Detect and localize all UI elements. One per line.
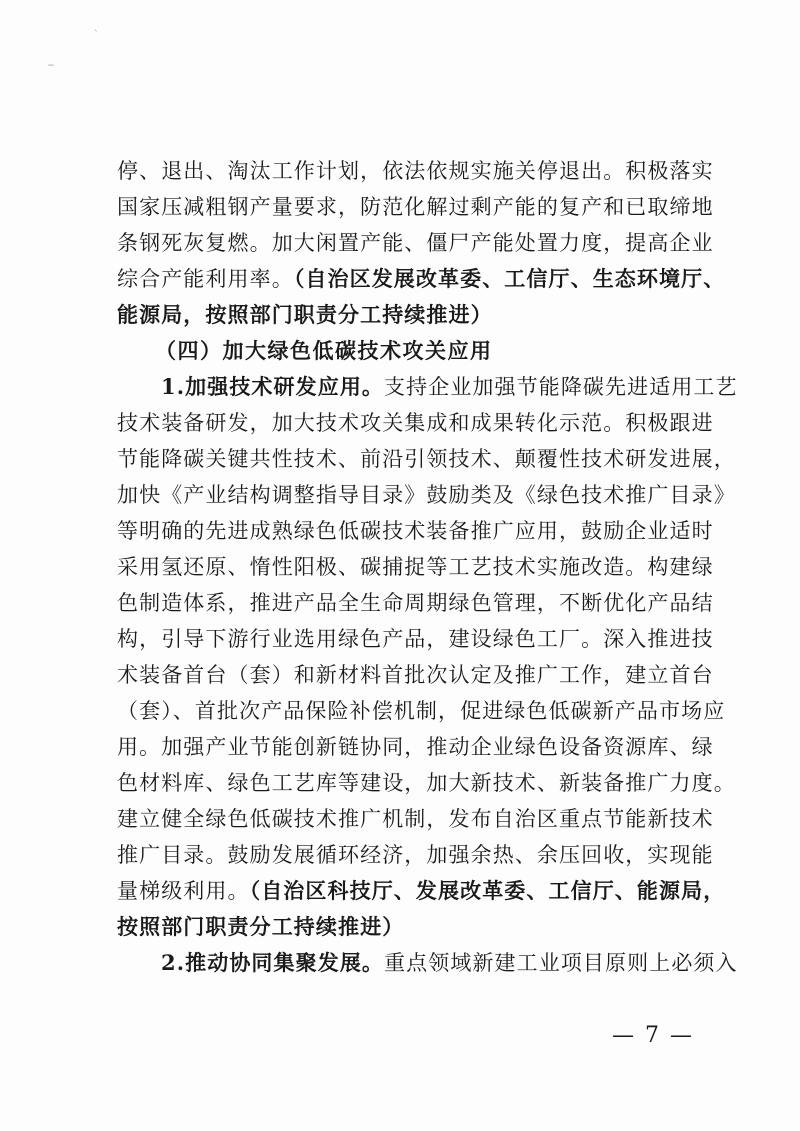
section-heading: （四）加大绿色低碳技术攻关应用 <box>155 338 493 363</box>
paragraph-line: 等明确的先进成熟绿色低碳技术装备推广应用，鼓励企业适时 <box>117 519 714 543</box>
responsible-departments: 按照部门职责分工持续推进） <box>117 914 405 939</box>
paragraph-line: 色制造体系，推进产品全生命周期绿色管理，不断优化产品结 <box>117 591 714 615</box>
paragraph-line: 条钢死灰复燃。加大闲置产能、僵尸产能处置力度，提高企业 <box>117 231 714 255</box>
scan-mark: ` <box>94 30 99 40</box>
paragraph-text: 重点领域新建工业项目原则上必须入 <box>384 951 738 975</box>
item-title: 2.推动协同集聚发展。 <box>161 950 385 975</box>
paragraph-line: 技术装备研发，加大技术攻关集成和成果转化示范。积极跟进 <box>117 411 714 435</box>
paragraph-line: 节能降碳关键共性技术、前沿引领技术、颠覆性技术研发进展， <box>117 447 736 471</box>
paragraph-line: 国家压减粗钢产量要求，防范化解过剩产能的复产和已取缔地 <box>117 195 714 219</box>
paragraph-line: 用。加强产业节能创新链协同，推动企业绿色设备资源库、绿 <box>117 735 714 759</box>
paragraph-line: 术装备首台（套）和新材料首批次认定及推广工作，建立首台 <box>117 663 714 687</box>
scan-mark: — <box>48 62 54 69</box>
paragraph-text: 支持企业加强节能降碳先进适用工艺 <box>384 375 738 399</box>
paragraph-text: 综合产能利用率。 <box>117 267 294 291</box>
paragraph-line <box>117 873 726 909</box>
paragraph-line <box>117 261 726 297</box>
document-body <box>117 153 738 981</box>
paragraph-line: 建立健全绿色低碳技术推广机制，发布自治区重点节能新技术 <box>117 807 714 831</box>
page-number: — 7 — <box>612 1023 694 1048</box>
responsible-departments: （自治区科技厅、发展改革委、工信厅、能源局， <box>249 878 726 903</box>
paragraph-line: 采用氢还原、惰性阳极、碳捕捉等工艺技术实施改造。构建绿 <box>117 555 714 579</box>
responsible-departments: 能源局，按照部门职责分工持续推进） <box>117 302 493 327</box>
item-first-line <box>117 945 738 981</box>
paragraph-line: （套）、首批次产品保险补偿机制，促进绿色低碳新产品市场应 <box>117 699 726 723</box>
item-first-line <box>117 369 738 405</box>
paragraph-line: 加快《产业结构调整指导目录》鼓励类及《绿色技术推广目录》 <box>117 483 736 507</box>
paragraph-line: 推广目录。鼓励发展循环经济，加强余热、余压回收，实现能 <box>117 843 714 867</box>
responsible-departments: （自治区发展改革委、工信厅、生态环境厅、 <box>293 266 726 291</box>
paragraph-line: 色材料库、绿色工艺库等建设，加大新技术、新装备推广力度。 <box>117 771 736 795</box>
item-title: 1.加强技术研发应用。 <box>161 374 385 399</box>
paragraph-line: 构，引导下游行业选用绿色产品，建设绿色工厂。深入推进技 <box>117 627 714 651</box>
paragraph-text: 量梯级利用。 <box>117 879 250 903</box>
paragraph-line: 停、退出、淘汰工作计划，依法依规实施关停退出。积极落实 <box>117 159 714 183</box>
